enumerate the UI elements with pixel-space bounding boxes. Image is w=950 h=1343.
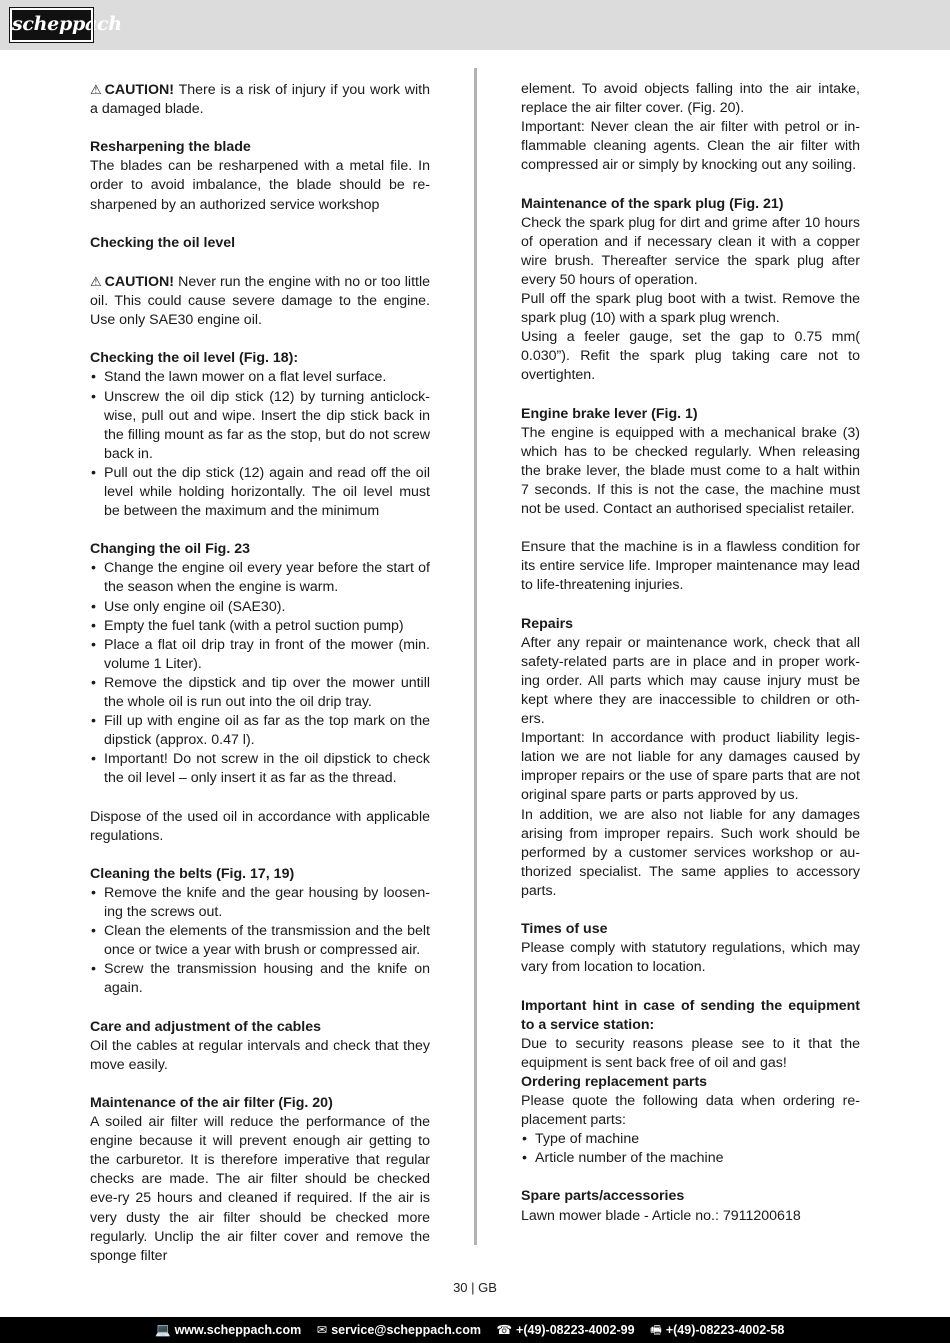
left-column: [90, 80, 430, 1266]
times-of-use-text: Please comply with statutory regulations, which may vary from location to location.: [521, 940, 860, 976]
dispose-text: Dispose of the used oil in accordance with applicable regulations.: [90, 808, 430, 844]
section-title-ordering: Ordering replacement parts: [521, 1073, 708, 1090]
section-title-resharpening: Resharpening the blade: [90, 139, 251, 156]
section-title-times-of-use: Times of use: [521, 921, 608, 938]
spark-plug-text: Using a feeler gauge, set the gap to 0.75 mm( 0.030”). Refit the spark plug taking care not to overtighten.: [521, 329, 860, 384]
caution-paragraph: [90, 80, 430, 119]
spare-parts-text: Lawn mower blade - Article no.: 7911200618: [521, 1207, 801, 1224]
list-item: • Unscrew the oil dip stick (12) by turning anticlock-wise, pull out and wipe. Insert the dip stick back in the filling mount as far as the stop, but do not screw back in.: [90, 388, 430, 464]
ordering-list: [521, 1130, 860, 1168]
spark-plug-text: Pull off the spark plug boot with a twist. Remove the spark plug (10) with a spark plug wrench.: [521, 291, 860, 327]
header-bar: [0, 0, 950, 50]
air-filter-text: A soiled air filter will reduce the performance of the engine because it will prevent enough air getting to the carburetor. It is therefore imperative that regular checks are made. The air filter should be checked eve-ry 25 hours and cleaned if required. If the air is very dusty the air filter should be checked more regularly. Unclip the air filter cover and remove the sponge filter: [90, 1114, 430, 1264]
website-text: www.scheppach.com: [174, 1323, 302, 1337]
list-item: • Fill up with engine oil as far as the top mark on the dipstick (approx. 0.47 l).: [90, 712, 430, 750]
section-title-service-hint: Important hint in case of sending the equipment to a service station:: [521, 997, 860, 1033]
air-filter-important: Important: Never clean the air filter with petrol or in-flammable cleaning agents. Clean the air filter with compressed air or simply by knocking out any soiling.: [521, 119, 860, 174]
fax-text: +(49)-08223-4002-58: [665, 1323, 785, 1337]
spark-plug-text: Check the spark plug for dirt and grime after 10 hours of operation and if necessary clean it with a copper wire brush. Thereafter service the spark plug after every 50 hours of operation.: [521, 214, 860, 288]
section-title-air-filter: Maintenance of the air filter (Fig. 20): [90, 1094, 333, 1111]
footer-fax: [650, 1317, 784, 1343]
caution-paragraph: [90, 272, 430, 330]
repairs-text: After any repair or maintenance work, check that all safety-related parts are in place and in proper work-ing order. All parts which may cause injury must be kept where they are inaccessible to children or oth-ers.: [521, 634, 860, 728]
repairs-text: Important: In accordance with product liability legis-lation we are not liable for any damages caused by improper repairs or the use of spare parts that are not original spare parts or parts approved by us.: [521, 730, 860, 804]
section-title-repairs: Repairs: [521, 615, 574, 632]
air-filter-continued: element. To avoid objects falling into the air intake, replace the air filter cover. (Fig. 20).: [521, 81, 860, 117]
list-item: • Pull out the dip stick (12) again and read off the oil level while holding horizontally. The oil level must be between the maximum and the minimum: [90, 464, 430, 521]
brake-lever-text: The engine is equipped with a mechanical brake (3) which has to be checked regularly. When releasing the brake lever, the blade must come to a halt within 7 seconds. If this is not the case, the machine must not be used. Contact an authorised specialist retailer.: [521, 424, 860, 518]
caution-text: There is a risk of injury if you work with a damaged blade.: [90, 82, 430, 118]
footer-website[interactable]: [155, 1317, 301, 1343]
footer-email[interactable]: [317, 1317, 481, 1343]
list-item: • Stand the lawn mower on a flat level surface.: [90, 368, 430, 387]
list-item: • Remove the dipstick and tip over the mower untill the whole oil is run out into the oil drip tray.: [90, 674, 430, 712]
ensure-text: Ensure that the machine is in a flawless condition for its entire service life. Improper maintenance may lead to life-threatening injuries.: [521, 539, 860, 594]
fax-icon: 🖷: [650, 1323, 662, 1337]
section-title-oil-level: Checking the oil level: [90, 234, 236, 251]
list-item: • Use only engine oil (SAE30).: [90, 598, 430, 617]
service-hint-text: Due to security reasons please see to it that the equipment is sent back free of oil and gas!: [521, 1035, 860, 1071]
phone-icon: ☎: [496, 1323, 513, 1337]
list-item: • Empty the fuel tank (with a petrol suction pump): [90, 617, 430, 636]
section-title-belts: Cleaning the belts (Fig. 17, 19): [90, 865, 295, 882]
footer-bar: [0, 1317, 950, 1343]
cables-text: Oil the cables at regular intervals and check that they move easily.: [90, 1037, 430, 1073]
list-item: • Important! Do not screw in the oil dipstick to check the oil level – only insert it as far as the thread.: [90, 750, 430, 788]
warning-icon: ⚠: [90, 82, 102, 97]
list-item: • Remove the knife and the gear housing by loosen-ing the screws out.: [90, 884, 430, 922]
repairs-text: In addition, we are also not liable for any damages arising from improper repairs. Such work should be performed by a customer services workshop or au-thorized specialist. The same applies to accessory parts.: [521, 806, 860, 899]
belts-list: [90, 884, 430, 999]
phone-text: +(49)-08223-4002-99: [516, 1323, 635, 1337]
section-title-changing-oil: Changing the oil Fig. 23: [90, 541, 251, 558]
email-text: service@scheppach.com: [331, 1323, 481, 1337]
footer-phone: [496, 1317, 634, 1343]
computer-icon: 💻: [155, 1323, 171, 1337]
section-title-spare-parts: Spare parts/accessories: [521, 1188, 685, 1205]
ordering-text: Please quote the following data when ordering re-placement parts:: [521, 1092, 860, 1129]
list-item: • Article number of the machine: [521, 1149, 860, 1168]
caution-text: Never run the engine with no or too little oil. This could cause severe damage to the engine. Use only SAE30 engine oil.: [90, 273, 430, 329]
page-number: 30 | GB: [453, 1280, 497, 1295]
oil-check-list: [90, 368, 430, 521]
section-title-oil-check: Checking the oil level (Fig. 18):: [90, 350, 299, 367]
list-item: • Type of machine: [521, 1130, 860, 1149]
brand-logo: scheppach: [10, 8, 93, 42]
section-title-cables: Care and adjustment of the cables: [90, 1018, 321, 1035]
caution-label: CAUTION!: [104, 273, 175, 290]
section-title-brake-lever: Engine brake lever (Fig. 1): [521, 405, 698, 422]
changing-oil-list: [90, 559, 430, 788]
list-item: • Screw the transmission housing and the knife on again.: [90, 960, 430, 998]
warning-icon: ⚠: [90, 273, 102, 289]
caution-label: CAUTION!: [104, 82, 175, 98]
column-divider: [474, 68, 477, 1245]
list-item: • Place a flat oil drip tray in front of the mower (min. volume 1 Liter).: [90, 636, 430, 674]
email-icon: ✉: [316, 1323, 328, 1337]
right-column: [521, 80, 860, 1226]
section-title-spark-plug: Maintenance of the spark plug (Fig. 21): [521, 195, 784, 212]
resharpening-text: The blades can be resharpened with a metal file. In order to avoid imbalance, the blade should be re-sharpened by an authorized service workshop: [90, 158, 430, 213]
list-item: • Clean the elements of the transmission and the belt once or twice a year with brush or compressed air.: [90, 922, 430, 960]
list-item: • Change the engine oil every year before the start of the season when the engine is warm.: [90, 559, 430, 597]
